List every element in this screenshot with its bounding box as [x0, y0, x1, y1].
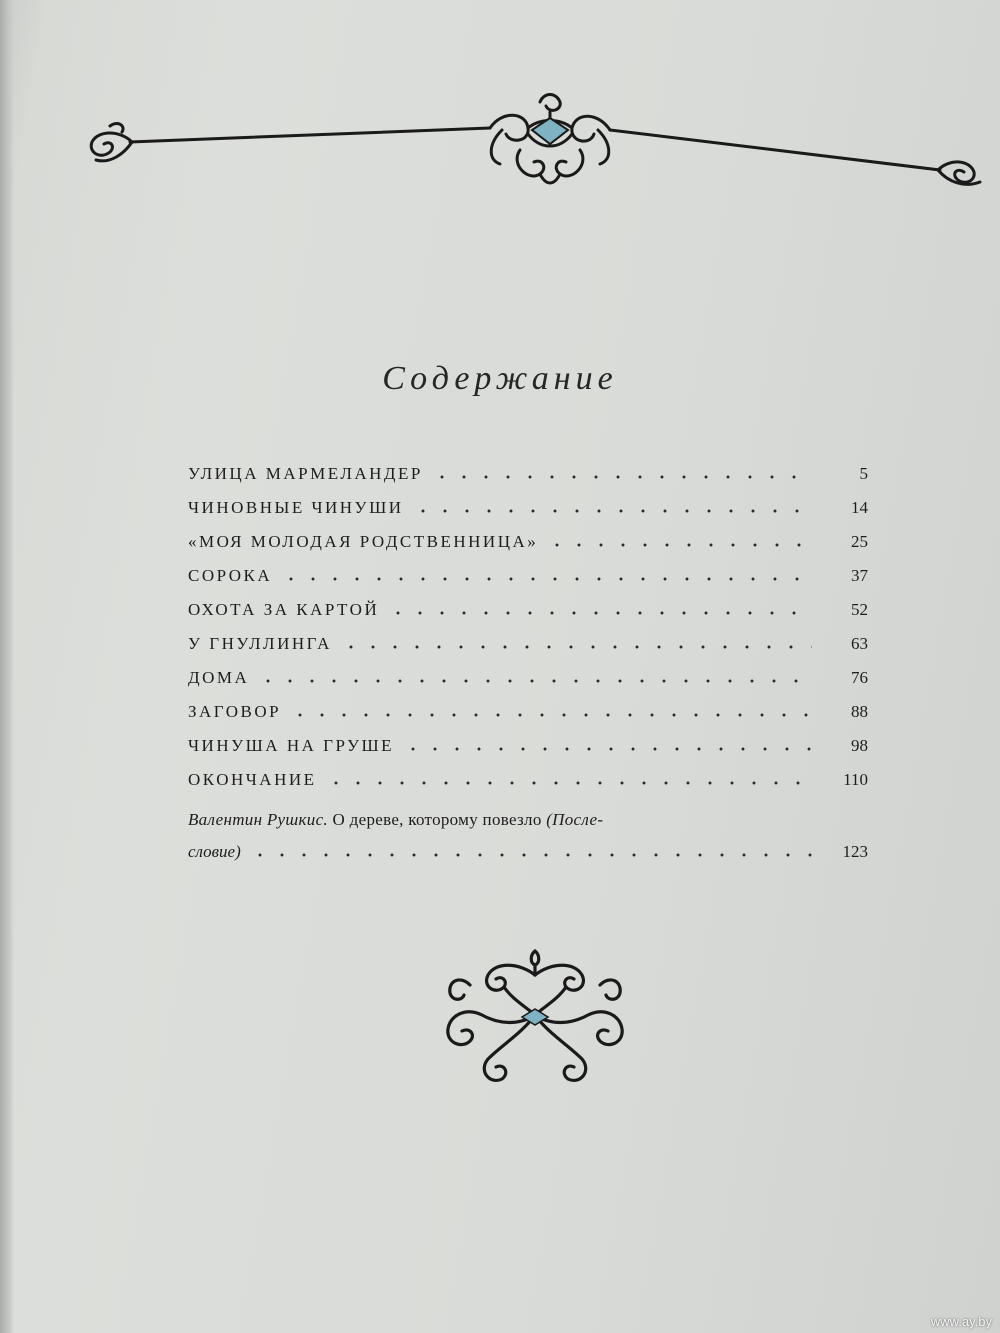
- toc-entry: [188, 552, 868, 586]
- toc-entry-title: ЧИНУША НА ГРУШЕ: [188, 736, 395, 755]
- leader-dots: [340, 645, 812, 649]
- leader-dots: [431, 475, 812, 479]
- toc-entry-page: 14: [851, 498, 868, 517]
- toc-entry-title: ЧИНОВНЫЕ ЧИНУШИ: [188, 498, 404, 517]
- toc-entry-page: 76: [851, 668, 868, 687]
- toc-entry-title: ОКОНЧАНИЕ: [188, 770, 317, 789]
- afterword-entry: [188, 810, 868, 862]
- afterword-page: 123: [842, 842, 868, 861]
- toc-entry: [188, 484, 868, 518]
- leader-dots: [289, 713, 812, 717]
- leader-dots: [402, 747, 812, 751]
- toc-entry-title: УЛИЦА МАРМЕЛАНДЕР: [188, 464, 423, 483]
- leader-dots: [546, 543, 812, 547]
- afterword-line-1: [188, 810, 868, 836]
- toc-entry: [188, 586, 868, 620]
- top-ornament: [70, 90, 1000, 200]
- bottom-ornament: [430, 945, 640, 1105]
- show-through-text: [420, 200, 620, 217]
- leader-dots: [249, 853, 812, 857]
- toc-entry-page: 5: [859, 464, 868, 483]
- toc-entry: [188, 450, 868, 484]
- toc-entry-title: СОРОКА: [188, 566, 273, 585]
- toc-entry-title: ДОМА: [188, 668, 250, 687]
- table-of-contents: [188, 450, 868, 790]
- toc-entry: [188, 722, 868, 756]
- toc-entry-page: 63: [851, 634, 868, 653]
- toc-entry: [188, 620, 868, 654]
- toc-entry-title: У ГНУЛЛИНГА: [188, 634, 332, 653]
- toc-entry-page: 88: [851, 702, 868, 721]
- leader-dots: [387, 611, 812, 615]
- toc-entry-title: ОХОТА ЗА КАРТОЙ: [188, 600, 380, 619]
- afterword-line-2: [188, 836, 868, 862]
- toc-entry: [188, 688, 868, 722]
- afterword-author: Валентин Рушкис.: [188, 810, 328, 829]
- toc-entry-page: 52: [851, 600, 868, 619]
- afterword-note-end: словие): [188, 842, 241, 861]
- toc-entry-title: ЗАГОВОР: [188, 702, 282, 721]
- toc-entry: [188, 654, 868, 688]
- toc-entry-page: 110: [843, 770, 868, 789]
- toc-entry: [188, 756, 868, 790]
- page-binding-edge: [0, 0, 14, 1333]
- leader-dots: [325, 781, 812, 785]
- toc-entry-page: 25: [851, 532, 868, 551]
- leader-dots: [280, 577, 812, 581]
- watermark: www.ay.by: [930, 1314, 992, 1329]
- leader-dots: [412, 509, 812, 513]
- page-title: Содержание: [382, 360, 618, 397]
- toc-entry: [188, 518, 868, 552]
- toc-entry-page: 98: [851, 736, 868, 755]
- toc-entry-title: «МОЯ МОЛОДАЯ РОДСТВЕННИЦА»: [188, 532, 539, 551]
- leader-dots: [257, 679, 812, 683]
- toc-entry-page: 37: [851, 566, 868, 585]
- afterword-note-start: (После-: [546, 810, 604, 829]
- afterword-title: О дереве, которому повезло: [332, 810, 542, 829]
